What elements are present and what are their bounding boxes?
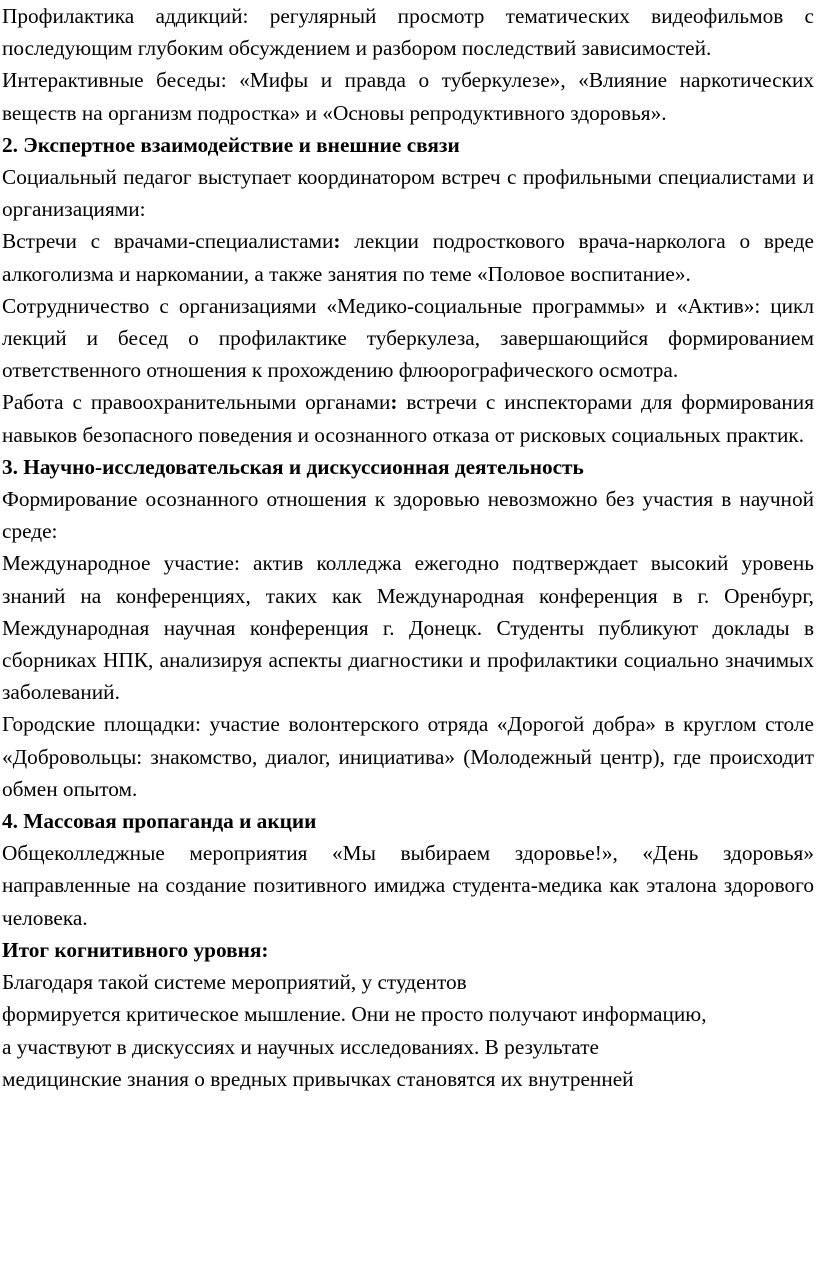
- paragraph-lead-colon: :: [390, 390, 398, 415]
- summary-line-2: формируется критическое мышление. Они не просто получают информацию,: [2, 1002, 707, 1027]
- paragraph-city-venues: Городские площадки: участие волонтерского отряда «Дорогой добра» в круглом столе «Добровольцы: знакомство, диалог, инициатива» (Молодежный центр), где происходит обмен опытом.: [2, 712, 814, 801]
- section-heading-4: 4. Массовая пропаганда и акции: [2, 809, 317, 834]
- paragraph-social-pedagogue: Социальный педагог выступает координатором встреч с профильными специалистами и организациями:: [2, 165, 814, 222]
- summary-heading: Итог когнитивного уровня:: [2, 937, 269, 962]
- paragraph-addiction-prevention: Профилактика аддикций: регулярный просмотр тематических видеофильмов с последующим глубоким обсуждением и разбором последствий зависимостей.: [2, 4, 814, 61]
- summary-line-1: Благодаря такой системе мероприятий, у студентов: [2, 970, 467, 995]
- section-heading-2: 2. Экспертное взаимодействие и внешние связи: [2, 132, 460, 157]
- paragraph-mass-events: Общеколледжные мероприятия «Мы выбираем здоровье!», «День здоровья» направленные на создание позитивного имиджа студента-медика как эталона здорового человека.: [2, 841, 814, 930]
- paragraph-lead: Работа с правоохранительными органами: [2, 390, 391, 415]
- paragraph-international: Международное участие: актив колледжа ежегодно подтверждает высокий уровень знаний на конференциях, таких как Международная конференция в г. Оренбург, Международная научная конференция г. Донецк. Студенты публикуют доклады в сборниках НПК, анализируя аспекты диагностики и профилактики социально значимых заболеваний.: [2, 551, 814, 705]
- paragraph-law-enforcement: [2, 386, 814, 450]
- paragraph-lead: Встречи с врачами-специалистами: [2, 229, 334, 254]
- paragraph-interactive-talks: Интерактивные беседы: «Мифы и правда о туберкулезе», «Влияние наркотических веществ на организм подростка» и «Основы репродуктивного здоровья».: [2, 68, 814, 125]
- paragraph-doctor-meetings: [2, 225, 814, 289]
- summary-line-4: медицинские знания о вредных привычках становятся их внутренней: [2, 1066, 634, 1091]
- paragraph-body: лекции подросткового врача-нарколога о вреде алкоголизма и наркомании, а также занятия по теме «Половое воспитание».: [2, 229, 815, 286]
- summary-line-3: а участвуют в дискуссиях и научных исследованиях. В результате: [2, 1034, 599, 1059]
- paragraph-organizations: Сотрудничество с организациями «Медико-социальные программы» и «Актив»: цикл лекций и бесед о профилактике туберкулеза, завершающийся формированием ответственного отношения к прохождению флюорографического осмотра.: [2, 293, 814, 383]
- paragraph-body: встречи с инспекторами для формирования навыков безопасного поведения и осознанного отказа от рисковых социальных практик.: [2, 390, 814, 447]
- section-heading-3: 3. Научно-исследовательская и дискуссионная деятельность: [2, 454, 584, 479]
- paragraph-scientific-environment: Формирование осознанного отношения к здоровью невозможно без участия в научной среде:: [2, 487, 814, 544]
- paragraph-lead-colon: :: [333, 229, 341, 254]
